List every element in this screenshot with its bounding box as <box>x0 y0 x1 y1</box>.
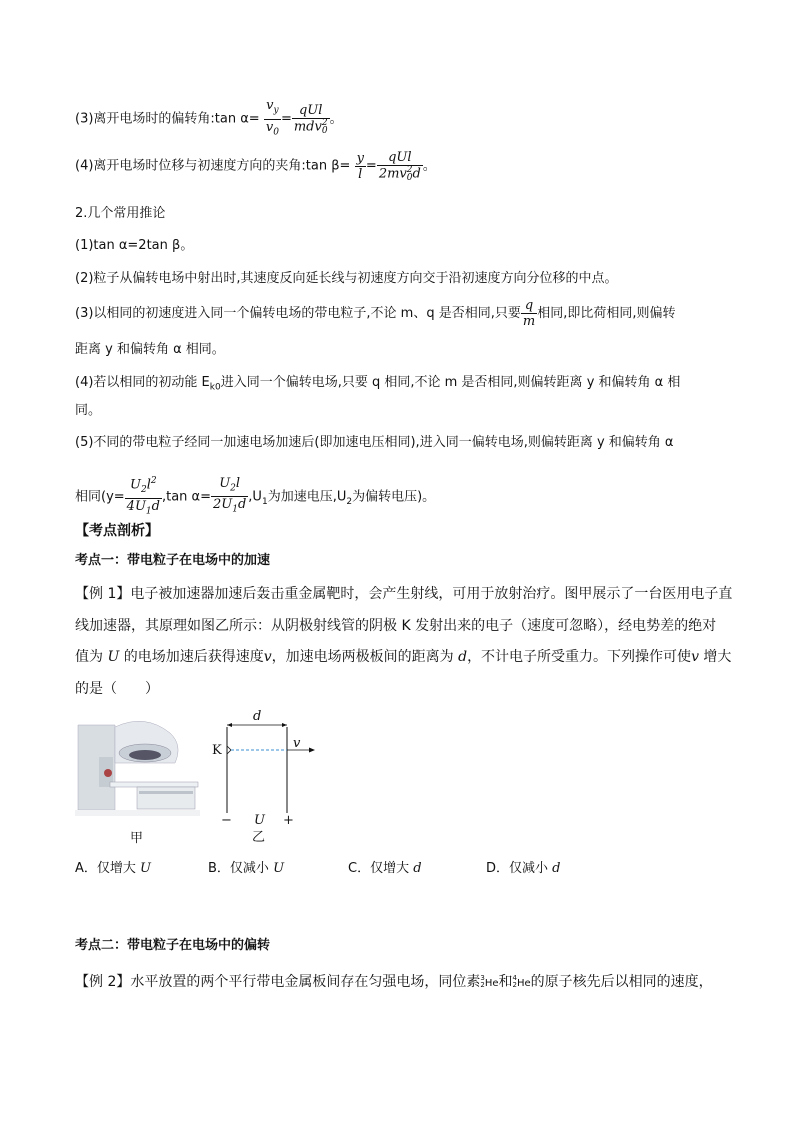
f3-den1-sub: 0 <box>273 127 279 138</box>
label-U: U <box>254 813 265 828</box>
inference-2: (2)粒子从偏转电场中射出时,其速度反向延长线与初速度方向交于沿初速度方向分位移的中点。 <box>75 271 618 286</box>
p5-n1-sub: 2 <box>140 484 147 495</box>
example-1-line2: 线加速器，其原理如图乙所示：从阴极射线管的阴极 K 发射出来的电子（速度可忽略），经电势差的绝对 <box>75 618 717 634</box>
f3-den2-sup: 2 <box>321 118 328 129</box>
option-d-var: d <box>552 861 561 876</box>
option-a-var: U <box>140 861 151 876</box>
inference-4-line1 <box>75 374 680 397</box>
inference-3-line2: 距离 y 和偏转角 α 相同。 <box>75 342 225 357</box>
inference-5-line2 <box>75 474 435 520</box>
p5-tail2: 为加速电压,U <box>267 489 347 505</box>
figure-jia-caption: 甲 <box>130 831 144 846</box>
example-2-line1 <box>75 973 713 993</box>
p5-d1b: d <box>151 498 160 514</box>
fraction-y-l <box>355 151 366 182</box>
p3-num: q <box>521 298 537 314</box>
f3-den1: v <box>265 119 274 135</box>
ex1-l3c: ，加速电场两极板间的距离为 <box>271 649 459 665</box>
fraction-tan-formula <box>211 476 248 518</box>
p5-n2: U <box>219 475 231 491</box>
fraction-q-m <box>521 298 537 329</box>
ex1-l3b: 的电场加速后获得速度 <box>119 649 264 665</box>
point-1-title: 考点一：带电粒子在电场中的加速 <box>75 553 271 568</box>
f4-suffix: 。 <box>422 158 436 174</box>
option-b[interactable] <box>208 857 284 876</box>
fraction-y-formula <box>125 474 162 520</box>
figure-yi-caption: 乙 <box>252 830 266 845</box>
formula-displacement-angle: (4)离开电场时位移与初速度方向的夹角:tan β= $\frac{y}{l}$ = qUl 2mv 2 0 d 。 <box>75 150 436 183</box>
p5-d1-sub: 1 <box>145 506 152 517</box>
p5-d2b: d <box>237 497 247 513</box>
f3-num1: v <box>266 98 274 113</box>
label-plus: + <box>283 813 294 828</box>
option-d[interactable] <box>486 857 560 876</box>
ex1-var-v2: v <box>691 649 699 665</box>
isotope-2-mass: 4 <box>512 974 517 982</box>
example-1-text1: 电子被加速器加速后轰击重金属靶时，会产生射线，可用于放射治疗。图甲展示了一台医用电子直 <box>130 586 733 602</box>
formula-3-prefix: (3)离开电场时的偏转角:tan α= <box>75 111 260 127</box>
option-a[interactable] <box>75 857 151 876</box>
formula-deflection-angle: (3)离开电场时的偏转角:tan α= $\frac{v_y}{v_0}$ = qUl mdv 2 0 。 <box>75 98 343 140</box>
example-1-line3 <box>75 648 731 666</box>
figure-yi-schematic <box>205 705 340 830</box>
f3-den2-sub: 0 <box>321 126 328 137</box>
isotope-2-z: 2 <box>512 981 517 989</box>
inference-3-a: (3)以相同的初速度进入同一个偏转电场的带电粒子,不论 m、q 是否相同,只要 <box>75 306 521 321</box>
inference-4-b: 进入同一个偏转电场,只要 q 相同,不论 m 是否相同,则偏转距离 y 和偏转角 α 相 <box>220 375 681 390</box>
p5-n1b: l <box>146 477 151 493</box>
f4-num1: y <box>356 150 364 166</box>
label-minus: − <box>221 813 232 828</box>
option-d-text: D．仅减小 <box>486 861 553 876</box>
f4-den2a: 2mv <box>378 166 407 182</box>
inference-1: (1)tan α=2tan β。 <box>75 238 194 253</box>
point-2-title: 考点二：带电粒子在电场中的偏转 <box>75 938 271 953</box>
ex1-var-U: U <box>107 649 120 665</box>
p5-d2-sub: 1 <box>232 504 238 515</box>
inference-4-line2: 同。 <box>75 403 102 418</box>
inference-3-b: 相同,即比荷相同,则偏转 <box>537 306 676 321</box>
isotope-2-symbol: He <box>516 978 531 989</box>
f4-den2b: d <box>412 166 421 182</box>
f4-den2-sup: 2 <box>406 165 413 175</box>
example-2-text-a: 水平放置的两个平行带电金属板间存在匀强电场，同位素 <box>130 974 481 990</box>
ex1-l3e: ，不计电子所受重力。下列操作可使 <box>467 649 692 665</box>
p5-d1: 4U <box>126 498 146 514</box>
p5-prefix: 相同(y= <box>75 489 125 505</box>
option-b-text: B．仅减小 <box>208 861 274 876</box>
p5-tail1-sub: 1 <box>261 496 268 507</box>
ex1-var-d: d <box>458 649 468 665</box>
ex1-l3f: 增大 <box>698 649 732 665</box>
ex1-var-v: v <box>263 649 272 665</box>
option-b-var: U <box>273 861 285 876</box>
example-1-line4: 的是（ ） <box>75 681 159 697</box>
option-c[interactable] <box>348 857 422 876</box>
example-1-tag: 【例 1】 <box>75 586 131 602</box>
figure-jia-accelerator-image <box>75 715 200 823</box>
analysis-heading: 【考点剖析】 <box>75 523 159 539</box>
p5-tail2-sub: 2 <box>346 496 353 507</box>
f4-den2-sub: 0 <box>406 173 413 183</box>
p5-n1-sup: 2 <box>150 476 157 486</box>
ex1-l3a: 值为 <box>75 649 108 665</box>
p5-n2-sub: 2 <box>230 483 236 494</box>
label-v: v <box>293 736 301 751</box>
p5-n2b: l <box>235 475 241 491</box>
label-K: K <box>212 743 222 758</box>
f3-den2: mdv <box>293 119 322 135</box>
inference-5-line1: (5)不同的带电粒子经同一加速电场加速后(即加速电压相同),进入同一偏转电场,则偏转距离 y 和偏转角 α <box>75 435 674 450</box>
p5-n1: U <box>130 477 141 493</box>
option-c-text: C．仅增大 <box>348 861 414 876</box>
isotope-1-symbol: He <box>484 978 499 989</box>
cathode-k-marker <box>227 746 231 754</box>
label-d: d <box>253 709 262 724</box>
inference-3-line1 <box>75 298 675 329</box>
p5-tail3: 为偏转电压)。 <box>352 489 436 505</box>
f4-den1: l <box>358 166 363 182</box>
section-title: 2.几个常用推论 <box>75 206 166 221</box>
isotope-1-mass: 3 <box>480 974 485 982</box>
f3-num2: qUl <box>292 103 330 119</box>
example-1-line1 <box>75 585 732 603</box>
formula-4-prefix: (4)离开电场时位移与初速度方向的夹角:tan β= <box>75 158 351 174</box>
f3-num1-sub: y <box>273 105 279 116</box>
fraction-qUl-mdv0 <box>292 103 330 135</box>
inference-4-sub: k0 <box>209 382 221 393</box>
p5-tail1: ,U <box>248 489 262 505</box>
option-a-text: A．仅增大 <box>75 861 141 876</box>
p5-mid: ,tan α= <box>161 489 211 505</box>
p5-d2: 2U <box>213 497 233 513</box>
option-c-var: d <box>413 861 422 876</box>
example-2-and: 和 <box>498 974 513 990</box>
example-2-text-b: 的原子核先后以相同的速度， <box>530 974 713 990</box>
fraction-vy-v0 <box>264 98 281 140</box>
isotope-1-z: 2 <box>480 981 485 989</box>
accelerator-schematic <box>205 705 340 830</box>
inference-4-a: (4)若以相同的初动能 E <box>75 375 210 390</box>
f3-suffix: 。 <box>329 111 343 127</box>
f4-num2: qUl <box>377 150 423 166</box>
example-2-tag: 【例 2】 <box>75 974 131 990</box>
linac-illustration <box>75 715 200 823</box>
p3-den: m <box>522 314 536 329</box>
fraction-qUl-2mv0d <box>377 150 423 182</box>
